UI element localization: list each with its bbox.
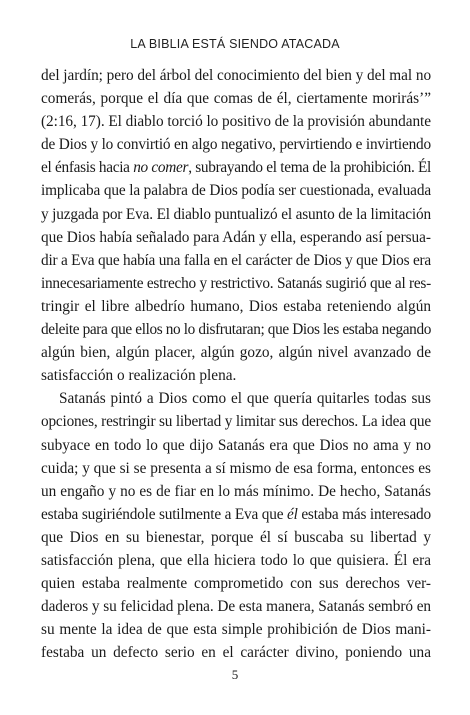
text-line: satisfacción plena, que ella hiciera todo lo que quisiera. Él era (41, 551, 431, 569)
text-line: algún bien, algún placer, algún gozo, algún nivel avanzado de (41, 344, 431, 362)
text-line: opciones, restringir su libertad y limitar sus derechos. La idea que (41, 413, 431, 431)
text-line: que Dios había señalado para Adán y ella, esperando así persua- (41, 228, 431, 246)
paragraph-1 (41, 64, 431, 387)
text-run: , subrayando el tema de la prohibición. Él (188, 159, 431, 177)
text-line (41, 156, 431, 179)
text-line: (2:16, 17). El diablo torció lo positivo de la provisión abundante (41, 113, 431, 131)
text-line: satisfacción o realización plena. (41, 367, 237, 385)
paragraph-2 (41, 387, 431, 664)
emphasis-el: él (286, 505, 298, 523)
text-line: implicaba que la palabra de Dios podía ser cuestionada, evaluada (41, 182, 431, 200)
text-line: comerás, porque el día que comas de él, ciertamente morirás’” (41, 90, 431, 108)
text-line: quien estaba realmente comprometido con sus derechos ver- (41, 575, 431, 593)
page-number: 5 (231, 667, 239, 682)
text-line: innecesariamente estrecho y restrictivo. Satanás sugirió que al res- (41, 274, 431, 292)
text-line: subyace en todo lo que dijo Satanás era que Dios no ama y no (41, 436, 431, 454)
text-line (41, 503, 431, 526)
text-line: cuida; y que si se presenta a sí mismo de esa forma, entonces es (41, 459, 431, 477)
text-line: su mente la idea de que esta simple prohibición de Dios mani- (41, 621, 431, 639)
text-line: dir a Eva que había una falla en el carácter de Dios y que Dios era (41, 251, 431, 269)
text-run: estaba sugiriéndole sutilmente a Eva que (41, 505, 287, 523)
text-line: del jardín; pero del árbol del conocimiento del bien y del mal no (41, 67, 432, 84)
text-run: el énfasis hacia (41, 159, 134, 177)
text-line: daderos y su felicidad plena. De esta manera, Satanás sembró en (41, 598, 432, 616)
text-line: festaba un defecto serio en el carácter divino, poniendo una (41, 644, 431, 662)
text-line: un engaño y no es de fiar en lo más mínimo. De hecho, Satanás (41, 482, 431, 500)
text-run: estaba más interesado (297, 505, 431, 523)
text-line: que Dios en su bienestar, porque él sí buscaba su libertad y (41, 528, 431, 546)
text-line: tringir el libre albedrío humano, Dios estaba reteniendo algún (41, 297, 431, 315)
body-text (41, 64, 431, 664)
running-head: LA BIBLIA ESTÁ SIENDO ATACADA (130, 37, 340, 51)
text-line: Satanás pintó a Dios como el que quería quitarles todas sus (59, 390, 431, 408)
text-line: deleite para que ellos no lo disfrutaran; que Dios les estaba negando (41, 321, 431, 339)
emphasis-no-comer: no comer (133, 159, 189, 177)
text-line: y juzgada por Eva. El diablo puntualizó el asunto de la limitación (41, 205, 431, 223)
text-line: de Dios y lo convirtió en algo negativo, pervirtiendo e invirtiendo (41, 136, 431, 154)
